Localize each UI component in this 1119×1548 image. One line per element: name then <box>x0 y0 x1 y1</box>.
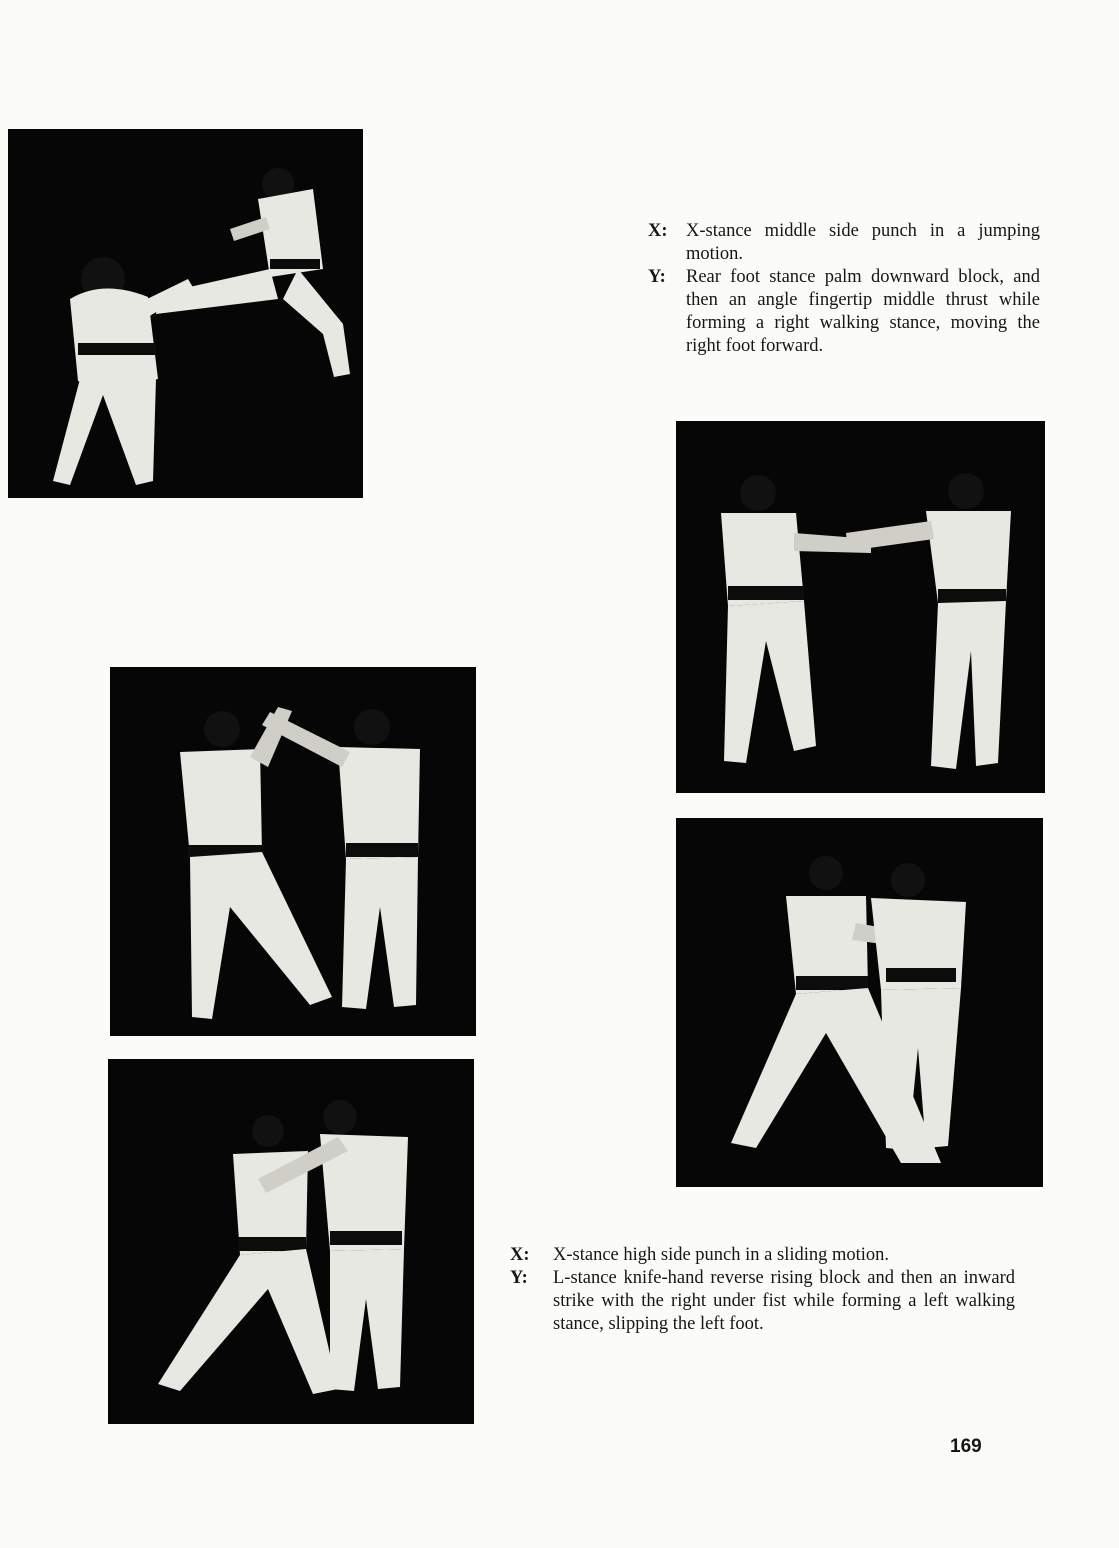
caption-text-x: X-stance middle side punch in a jumping motion. <box>686 221 1040 264</box>
caption-top <box>648 220 1040 358</box>
photo-figures <box>108 1059 474 1424</box>
photo-jumping-side-punch <box>8 129 363 498</box>
caption-key-y: Y: <box>510 1268 528 1288</box>
caption-key-x: X: <box>510 1245 530 1265</box>
caption-key-y: Y: <box>648 267 666 287</box>
caption-text-x: X-stance high side punch in a sliding motion. <box>553 1245 890 1265</box>
caption-text-y: Rear foot stance palm downward block, and then an angle fingertip middle thrust while forming a right walking stance, moving the right foot forward. <box>686 267 1040 356</box>
page-number: 169 <box>950 1436 982 1457</box>
caption-bottom <box>510 1244 1015 1336</box>
photo-palm-block <box>676 421 1045 793</box>
caption-text-y: L-stance knife-hand reverse rising block and then an inward strike with the right under fist while forming a left walking stance, slipping the left foot. <box>553 1268 1015 1334</box>
photo-under-fist-strike <box>108 1059 474 1424</box>
photo-figures <box>676 421 1045 793</box>
caption-key-x: X: <box>648 221 668 241</box>
photo-fingertip-thrust <box>676 818 1043 1187</box>
photo-figures <box>676 818 1043 1187</box>
photo-figures <box>8 129 363 498</box>
photo-rising-block <box>110 667 476 1036</box>
photo-figures <box>110 667 476 1036</box>
